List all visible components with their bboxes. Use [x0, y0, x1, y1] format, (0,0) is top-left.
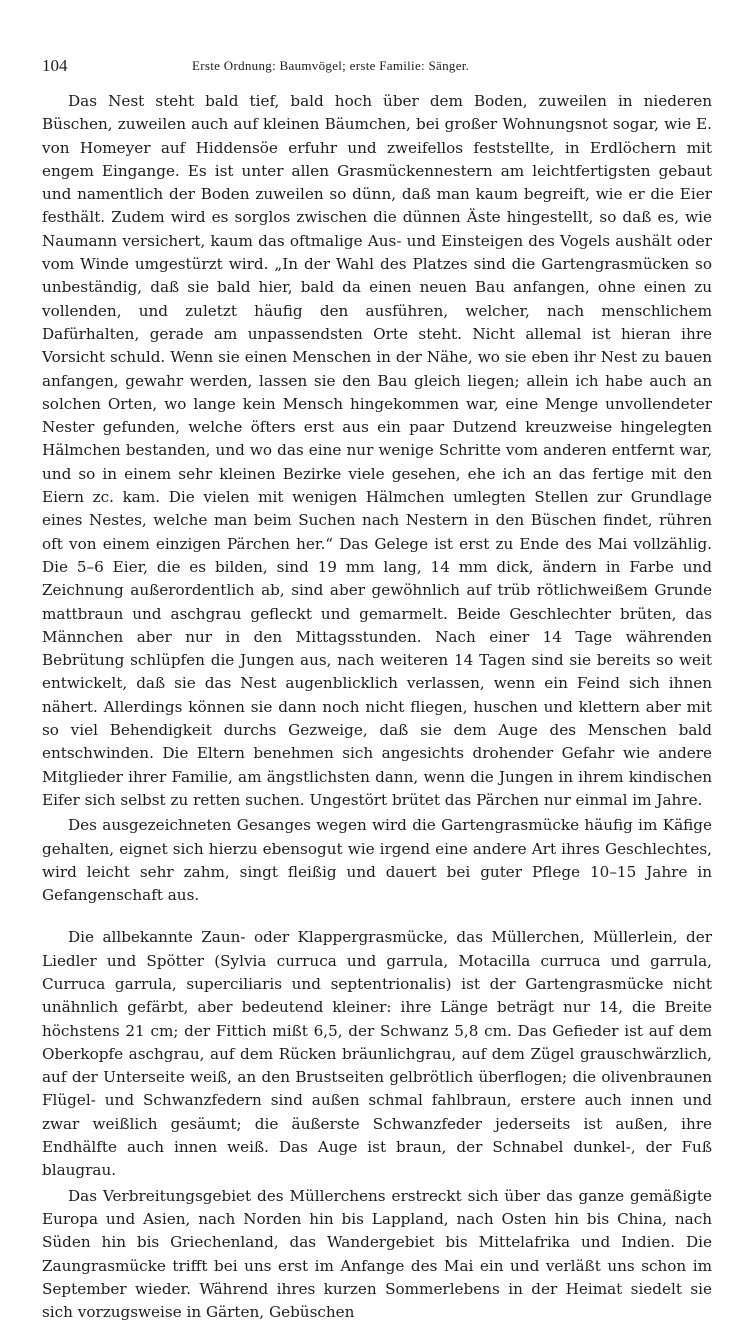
- paragraph-nest: Das Nest steht bald tief, bald hoch über dem Boden, zuweilen in niederen Büschen, zuweilen auch auf kleinen Bäumchen, bei großer Wohnungsnot sogar, wie E. von Homeyer auf Hiddensöe erfuhr und zweifellos feststellte, in Erdlöchern mit engem Eingange. Es ist unter allen Grasmückennestern am leichtfertigsten gebaut und namentlich der Boden zuweilen so dünn, daß man kaum begreift, wie er die Eier festhält. Zudem wird es sorglos zwischen die dünnen Äste hingestellt, so daß es, wie Naumann versichert, kaum das oftmalige Aus- und Einsteigen des Vogels aushält oder vom Winde umgestürzt wird. „In der Wahl des Platzes sind die Gartengrasmücken so unbeständig, daß sie bald hier, bald da einen neuen Bau anfangen, ohne einen zu vollenden, und zuletzt häufig den ausführen, welcher, nach menschlichem Dafürhalten, gerade am unpassendsten Orte steht. Nicht allemal ist hieran ihre Vorsicht schuld. Wenn sie einen Menschen in der Nähe, wo sie eben ihr Nest zu bauen anfangen, gewahr werden, lassen sie den Bau gleich liegen; allein ich habe auch an solchen Orten, wo lange kein Mensch hingekommen war, eine Menge unvollendeter Nester gefunden, welche öfters erst aus ein paar Dutzend kreuzweise hingelegten Hälmchen bestanden, und wo das eine nur wenige Schritte vom anderen entfernt war, und so in einem sehr kleinen Bezirke viele gesehen, ehe ich an das fertige mit den Eiern zc. kam. Die vielen mit wenigen Hälmchen umlegten Stellen zur Grundlage eines Nestes, welche man beim Suchen nach Nestern in den Büschen findet, rühren oft von einem einzigen Pärchen her.“ Das Gelege ist erst zu Ende des Mai vollzählig. Die 5–6 Eier, die es bilden, sind 19 mm lang, 14 mm dick, ändern in Farbe und Zeichnung außerordentlich ab, sind aber gewöhnlich auf trüb rötlichweißem Grunde mattbraun und aschgrau gefleckt und gemarmelt. Beide Geschlechter brüten, das Männchen aber nur in den Mittagsstunden. Nach einer 14 Tage währenden Bebrütung schlüpfen die Jungen aus, nach weiteren 14 Tagen sind sie bereits so weit entwickelt, daß sie das Nest augenblicklich verlassen, wenn ein Feind sich ihnen nähert. Allerdings können sie dann noch nicht fliegen, huschen und klettern aber mit so viel Behendigkeit durchs Gezweige, daß sie dem Auge des Menschen bald entschwinden. Die Eltern benehmen sich angesichts drohender Gefahr wie andere Mitglieder ihrer Familie, am ängstlichsten dann, wenn die Jungen in ihrem kindischen Eifer sich selbst zu retten suchen. Ungestört brütet das Pärchen nur einmal im Jahre.: [42, 92, 712, 809]
- paragraph-captivity: Des ausgezeichneten Gesanges wegen wird die Gartengrasmücke häufig im Käfige gehalten, eignet sich hierzu ebensogut wie irgend eine andere Art ihres Geschlechtes, wird leicht sehr zahm, singt fleißig und dauert bei guter Pflege 10–15 Jahre in Gefangenschaft aus.: [42, 816, 712, 905]
- page-header: [42, 56, 712, 82]
- body-text: [42, 90, 712, 1324]
- paragraph-lesser-whitethroat: Die allbekannte Zaun- oder Klappergrasmücke, das Müllerchen, Müllerlein, der Liedler und Spötter (Sylvia curruca und garrula, Motacilla curruca und garrula, Curruca garrula, superciliaris und septentrionalis) ist der Gartengrasmücke nicht unähnlich gefärbt, aber bedeutend kleiner: ihre Länge beträgt nur 14, die Breite höchstens 21 cm; der Fittich mißt 6,5, der Schwanz 5,8 cm. Das Gefieder ist auf dem Oberkopfe aschgrau, auf dem Rücken bräunlichgrau, auf dem Zügel grauschwärzlich, auf der Unterseite weiß, an den Brustseiten gelbrötlich überflogen; die olivenbraunen Flügel- und Schwanzfedern sind außen schmal fahlbraun, erstere auch innen und zwar weißlich gesäumt; die äußerste Schwanzfeder jederseits ist außen, ihre Endhälfte auch innen weiß. Das Auge ist braun, der Schnabel dunkel-, der Fuß blaugrau.: [42, 928, 712, 1180]
- book-page: [42, 56, 712, 1324]
- page-number: 104: [42, 56, 68, 75]
- running-head: Erste Ordnung: Baumvögel; erste Familie: Sänger.: [192, 58, 470, 73]
- paragraph-distribution: Das Verbreitungsgebiet des Müllerchens erstreckt sich über das ganze gemäßigte Europa und Asien, nach Norden hin bis Lappland, nach Osten hin bis China, nach Süden hin bis Griechenland, das Wandergebiet bis Mittelafrika und Indien. Die Zaungrasmücke trifft bei uns erst im Anfange des Mai ein und verläßt uns schon im September wieder. Während ihres kurzen Sommerlebens in der Heimat siedelt sie sich vorzugsweise in Gärten, Gebüschen: [42, 1186, 712, 1322]
